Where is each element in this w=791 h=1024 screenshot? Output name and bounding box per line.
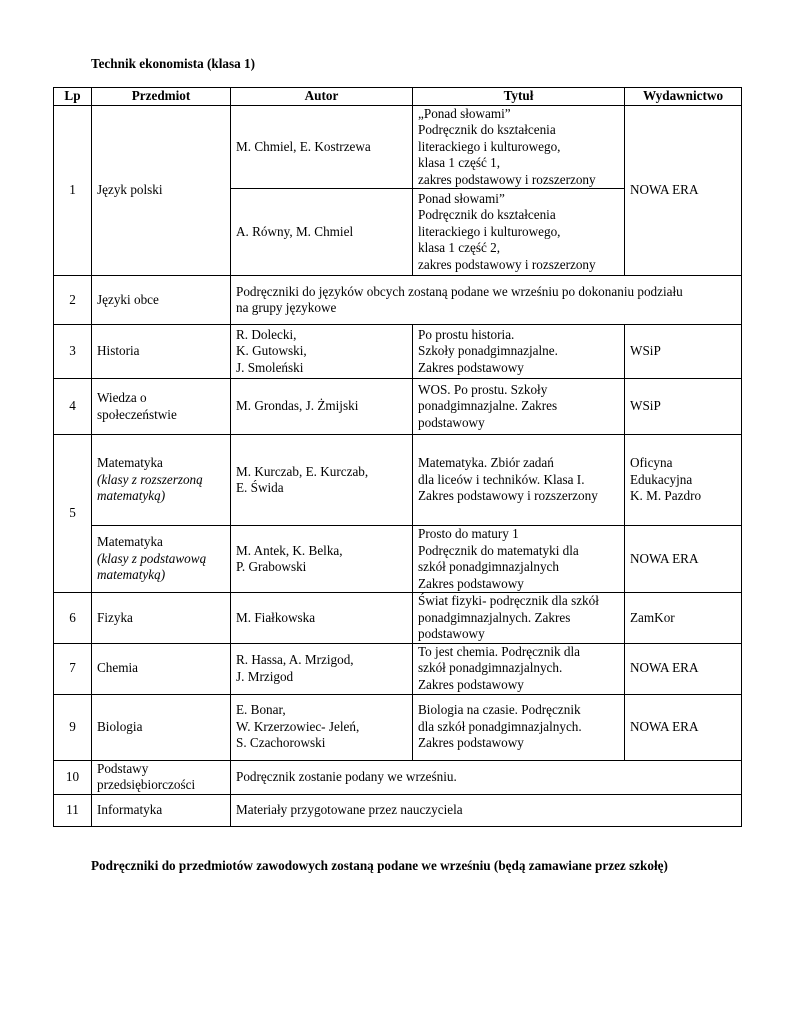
subject-cell: Fizyka bbox=[92, 593, 231, 644]
header-author: Autor bbox=[231, 88, 413, 106]
row-number: 3 bbox=[54, 325, 92, 379]
author-cell: M. Antek, K. Belka, P. Grabowski bbox=[231, 526, 413, 593]
row-number: 4 bbox=[54, 379, 92, 435]
table-row bbox=[54, 435, 742, 526]
subject-name: Matematyka bbox=[97, 455, 163, 471]
table-row bbox=[54, 276, 742, 325]
header-title: Tytuł bbox=[413, 88, 625, 106]
textbook-table bbox=[53, 87, 742, 827]
publisher-cell: NOWA ERA bbox=[625, 526, 742, 593]
table-row bbox=[54, 694, 742, 760]
subject-cell: Chemia bbox=[92, 643, 231, 694]
header-publisher: Wydawnictwo bbox=[625, 88, 742, 106]
subject-name: Matematyka bbox=[97, 534, 163, 550]
subject-cell: Informatyka bbox=[92, 794, 231, 826]
header-subject: Przedmiot bbox=[92, 88, 231, 106]
publisher-cell: NOWA ERA bbox=[625, 643, 742, 694]
merged-note-cell: Podręcznik zostanie podany we wrześniu. bbox=[231, 760, 742, 794]
subject-cell: Biologia bbox=[92, 694, 231, 760]
vocational-textbooks-note: Podręczniki do przedmiotów zawodowych zostaną podane we wrześniu (będą zamawiane przez szkołę) bbox=[91, 858, 668, 873]
row-number: 9 bbox=[54, 694, 92, 760]
author-cell: M. Chmiel, E. Kostrzewa bbox=[231, 105, 413, 189]
title-cell: Świat fizyki- podręcznik dla szkół ponadgimnazjalnych. Zakres podstawowy bbox=[413, 593, 625, 644]
author-cell: A. Równy, M. Chmiel bbox=[231, 189, 413, 276]
table-row bbox=[54, 105, 742, 189]
table-header-row bbox=[54, 88, 742, 106]
table-row bbox=[54, 593, 742, 644]
row-number: 1 bbox=[54, 105, 92, 276]
author-cell: E. Bonar, W. Krzerzowiec- Jeleń, S. Czachorowski bbox=[231, 694, 413, 760]
subject-cell bbox=[92, 435, 231, 526]
subject-note: (klasy z podstawową matematyką) bbox=[97, 550, 207, 583]
title-cell: Biologia na czasie. Podręcznik dla szkół ponadgimnazjalnych. Zakres podstawowy bbox=[413, 694, 625, 760]
header-lp: Lp bbox=[54, 88, 92, 106]
table-row bbox=[54, 760, 742, 794]
document-heading: Technik ekonomista (klasa 1) bbox=[91, 56, 256, 71]
row-number: 11 bbox=[54, 794, 92, 826]
title-cell: To jest chemia. Podręcznik dla szkół ponadgimnazjalnych. Zakres podstawowy bbox=[413, 643, 625, 694]
publisher-cell: NOWA ERA bbox=[625, 694, 742, 760]
merged-note-cell: Podręczniki do języków obcych zostaną podane we wrześniu po dokonaniu podziału na grupy językowe bbox=[231, 276, 742, 325]
author-cell: M. Grondas, J. Żmijski bbox=[231, 379, 413, 435]
publisher-cell: NOWA ERA bbox=[625, 105, 742, 276]
author-cell: R. Dolecki, K. Gutowski, J. Smoleński bbox=[231, 325, 413, 379]
row-number: 5 bbox=[54, 435, 92, 593]
subject-cell: Podstawy przedsiębiorczości bbox=[92, 760, 231, 794]
table-row bbox=[54, 526, 742, 593]
subject-cell: Język polski bbox=[92, 105, 231, 276]
title-cell: Ponad słowami” Podręcznik do kształcenia literackiego i kulturowego, klasa 1 część 2, zakres podstawowy i rozszerzony bbox=[413, 189, 625, 276]
author-cell: R. Hassa, A. Mrzigod, J. Mrzigod bbox=[231, 643, 413, 694]
subject-cell: Języki obce bbox=[92, 276, 231, 325]
table-row bbox=[54, 794, 742, 826]
publisher-cell: ZamKor bbox=[625, 593, 742, 644]
row-number: 7 bbox=[54, 643, 92, 694]
subject-cell: Wiedza o społeczeństwie bbox=[92, 379, 231, 435]
publisher-cell: WSiP bbox=[625, 325, 742, 379]
author-cell: M. Fiałkowska bbox=[231, 593, 413, 644]
subject-note: (klasy z rozszerzoną matematyką) bbox=[97, 471, 203, 504]
subject-cell: Historia bbox=[92, 325, 231, 379]
table-row bbox=[54, 379, 742, 435]
publisher-cell: WSiP bbox=[625, 379, 742, 435]
title-cell: Prosto do matury 1 Podręcznik do matematyki dla szkół ponadgimnazjalnych Zakres podstawowy bbox=[413, 526, 625, 593]
table-row bbox=[54, 643, 742, 694]
title-cell: Po prostu historia. Szkoły ponadgimnazjalne. Zakres podstawowy bbox=[413, 325, 625, 379]
table-row bbox=[54, 325, 742, 379]
row-number: 2 bbox=[54, 276, 92, 325]
publisher-cell: Oficyna Edukacyjna K. M. Pazdro bbox=[625, 435, 742, 526]
title-cell: „Ponad słowami” Podręcznik do kształcenia literackiego i kulturowego, klasa 1 część 1, zakres podstawowy i rozszerzony bbox=[413, 105, 625, 189]
author-cell: M. Kurczab, E. Kurczab, E. Świda bbox=[231, 435, 413, 526]
merged-note-cell: Materiały przygotowane przez nauczyciela bbox=[231, 794, 742, 826]
subject-cell bbox=[92, 526, 231, 593]
title-cell: Matematyka. Zbiór zadań dla liceów i techników. Klasa I. Zakres podstawowy i rozszerzony bbox=[413, 435, 625, 526]
row-number: 10 bbox=[54, 760, 92, 794]
title-cell: WOS. Po prostu. Szkoły ponadgimnazjalne. Zakres podstawowy bbox=[413, 379, 625, 435]
row-number: 6 bbox=[54, 593, 92, 644]
